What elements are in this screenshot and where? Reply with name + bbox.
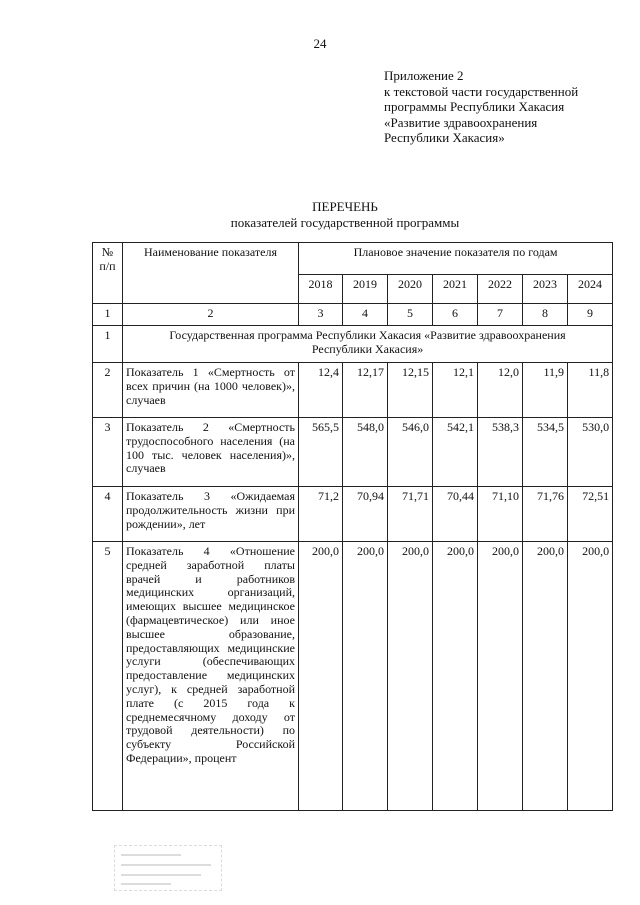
col-number: 6 <box>433 304 478 326</box>
table-row <box>93 542 613 811</box>
year-cell: 2018 <box>299 274 343 303</box>
value-cell: 200,0 <box>388 542 433 811</box>
col-number: 1 <box>93 304 123 326</box>
year-cell: 2023 <box>523 274 568 303</box>
value-cell: 12,15 <box>388 363 433 418</box>
value-cell: 200,0 <box>568 542 613 811</box>
appendix-note <box>384 68 578 146</box>
value-cell: 548,0 <box>343 418 388 487</box>
table-row <box>93 487 613 542</box>
value-cell: 11,8 <box>568 363 613 418</box>
value-cell: 200,0 <box>433 542 478 811</box>
faint-stamp <box>114 845 222 891</box>
appendix-line: Приложение 2 <box>384 68 464 83</box>
col-name-header: Наименование показателя <box>123 243 299 304</box>
page-number: 24 <box>313 36 327 51</box>
indicator-name: Показатель 2 «Смертность трудоспособного населения (на 100 тыс. человек населения)», случаев <box>123 418 299 487</box>
value-cell: 542,1 <box>433 418 478 487</box>
appendix-line: Республики Хакасия» <box>384 130 505 145</box>
year-cell: 2021 <box>433 274 478 303</box>
col-plan-header: Плановое значение показателя по годам <box>299 243 613 275</box>
col-no-header: № п/п <box>93 243 123 304</box>
value-cell: 565,5 <box>299 418 343 487</box>
table-row <box>93 418 613 487</box>
value-cell: 546,0 <box>388 418 433 487</box>
col-number: 5 <box>388 304 433 326</box>
value-cell: 200,0 <box>299 542 343 811</box>
program-row <box>93 326 613 363</box>
col-number: 8 <box>523 304 568 326</box>
value-cell: 70,94 <box>343 487 388 542</box>
table-row <box>93 363 613 418</box>
row-number: 4 <box>93 487 123 542</box>
col-number: 4 <box>343 304 388 326</box>
year-cell: 2020 <box>388 274 433 303</box>
col-number: 3 <box>299 304 343 326</box>
document-title <box>0 199 640 230</box>
row-number: 3 <box>93 418 123 487</box>
value-cell: 12,0 <box>478 363 523 418</box>
value-cell: 72,51 <box>568 487 613 542</box>
year-cell: 2019 <box>343 274 388 303</box>
col-number: 2 <box>123 304 299 326</box>
col-number: 7 <box>478 304 523 326</box>
value-cell: 534,5 <box>523 418 568 487</box>
value-cell: 12,4 <box>299 363 343 418</box>
row-number: 1 <box>93 326 123 363</box>
column-numbers-row <box>93 304 613 326</box>
year-cell: 2022 <box>478 274 523 303</box>
indicator-name: Показатель 4 «Отношение средней заработной платы врачей и работников медицинских организаций, имеющих высшее медицинское (фармацевтическое) или иное высшее образование, предоставляющих медицинские услуги (обеспечивающих предоставление медицинских услуг), к средней заработной плате (с 2015 года к среднемесячному доходу от трудовой деятельности) по субъекту Российской Федерации», процент <box>123 542 299 811</box>
title-line-1: ПЕРЕЧЕНЬ <box>312 199 378 214</box>
program-title: Государственная программа Республики Хакасия «Развитие здравоохранения Республики Хакасия» <box>123 326 613 363</box>
value-cell: 12,17 <box>343 363 388 418</box>
indicators-table <box>92 242 613 811</box>
indicator-name: Показатель 1 «Смертность от всех причин (на 1000 человек)», случаев <box>123 363 299 418</box>
value-cell: 12,1 <box>433 363 478 418</box>
value-cell: 530,0 <box>568 418 613 487</box>
value-cell: 200,0 <box>523 542 568 811</box>
appendix-line: «Развитие здравоохранения <box>384 114 538 130</box>
title-line-2: показателей государственной программы <box>230 214 460 230</box>
value-cell: 71,71 <box>388 487 433 542</box>
value-cell: 200,0 <box>478 542 523 811</box>
value-cell: 71,76 <box>523 487 568 542</box>
value-cell: 70,44 <box>433 487 478 542</box>
row-number: 5 <box>93 542 123 811</box>
indicator-name: Показатель 3 «Ожидаемая продолжительность жизни при рождении», лет <box>123 487 299 542</box>
appendix-line: программы Республики Хакасия <box>384 99 565 114</box>
value-cell: 71,2 <box>299 487 343 542</box>
value-cell: 200,0 <box>343 542 388 811</box>
value-cell: 538,3 <box>478 418 523 487</box>
value-cell: 11,9 <box>523 363 568 418</box>
year-cell: 2024 <box>568 274 613 303</box>
appendix-line: к текстовой части государственной <box>384 83 579 99</box>
col-number: 9 <box>568 304 613 326</box>
value-cell: 71,10 <box>478 487 523 542</box>
row-number: 2 <box>93 363 123 418</box>
header-row <box>93 243 613 275</box>
